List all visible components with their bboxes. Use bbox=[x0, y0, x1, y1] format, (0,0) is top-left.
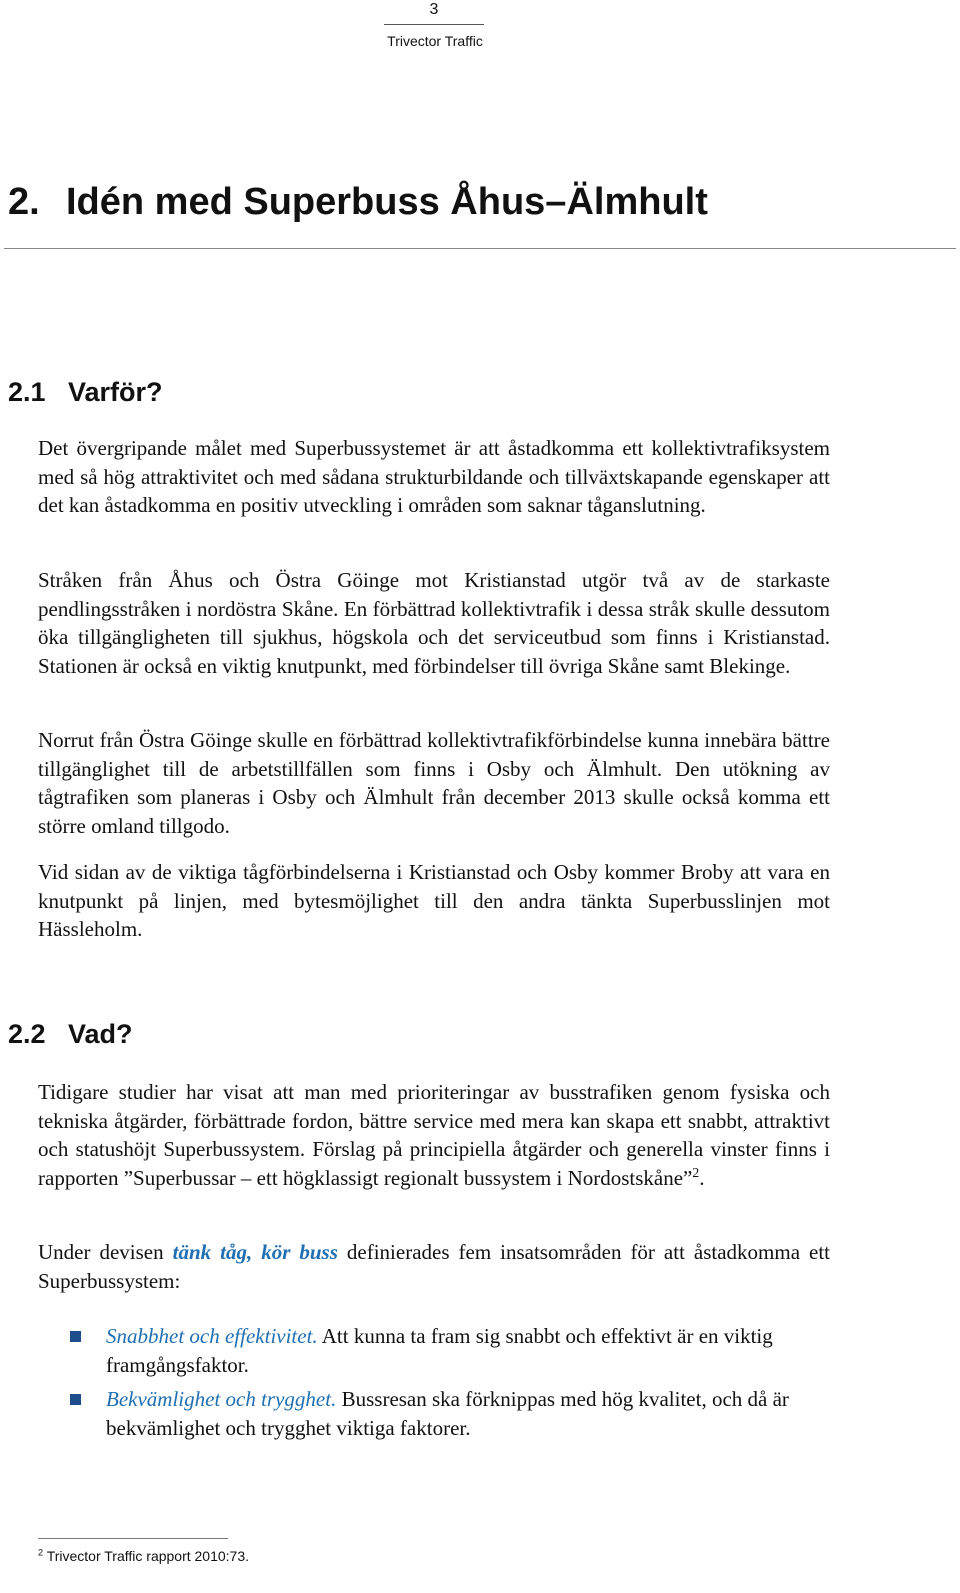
list-item bbox=[38, 1322, 836, 1379]
section-number: 2.1 bbox=[8, 377, 46, 407]
chapter-number: 2. bbox=[8, 181, 40, 223]
chapter-title: Idén med Superbuss Åhus–Älmhult bbox=[66, 181, 708, 223]
paragraph bbox=[38, 1078, 830, 1192]
section-heading-varfor bbox=[8, 376, 163, 408]
focus-areas-list bbox=[38, 1322, 838, 1448]
section-title: Vad? bbox=[68, 1019, 133, 1049]
paragraph-text: Under devisen bbox=[38, 1240, 164, 1264]
footnote bbox=[38, 1546, 249, 1566]
paragraph: Stråken från Åhus och Östra Göinge mot Kristianstad utgör två av de starkaste pendlingsstråken i nordöstra Skåne. En förbättrad kollektivtrafik i dessa stråk skulle dessutom öka tillgängligheten till sjukhus, högskola och det serviceutbud som finns i Kristianstad. Stationen är också en viktig knutpunkt, med förbindelser till övriga Skåne samt Blekinge. bbox=[38, 568, 830, 678]
footnote-number: 2 bbox=[38, 1547, 44, 1558]
paragraph: Vid sidan av de viktiga tågförbindelserna i Kristianstad och Osby kommer Broby att vara en knutpunkt på linjen, med bytesmöjlighet till den andra tänkta Superbusslinjen mot Hässleholm. bbox=[38, 860, 830, 941]
header-title: Trivector Traffic bbox=[387, 33, 483, 49]
section-heading-vad bbox=[8, 1018, 133, 1050]
chapter-heading bbox=[8, 180, 708, 224]
bullet-text: Att kunna ta fram sig snabbt och effektivt är en viktig framgångsfaktor. bbox=[106, 1324, 773, 1377]
section-number: 2.2 bbox=[8, 1019, 46, 1049]
section-title: Varför? bbox=[68, 377, 163, 407]
motto-emphasis: tänk tåg, kör buss bbox=[172, 1240, 338, 1264]
page-header bbox=[0, 0, 960, 60]
page-number: 3 bbox=[429, 1, 439, 18]
paragraph-text: Tidigare studier har visat att man med prioriteringar av busstrafiken genom fysiska och tekniska åtgärder, förbättrade fordon, bättre service med mera kan skapa ett snabbt, attraktivt och statushöjt Superbussystem. Förslag på principiella åtgärder och generella vinster finns i rapporten ”Superbussar – ett högklassigt regionalt bussystem i Nordostskåne” bbox=[38, 1080, 830, 1190]
chapter-divider bbox=[4, 248, 956, 249]
paragraph: Norrut från Östra Göinge skulle en förbättrad kollektivtrafikförbindelse kunna innebära bättre tillgänglighet till de arbetstillfällen som finns i Osby och Älmhult. Den utökning av tågtrafiken som planeras i Osby och Älmhult från december 2013 skulle också komma ett större omland tillgodo. bbox=[38, 728, 830, 838]
paragraph bbox=[38, 1238, 830, 1295]
bullet-text: Bussresan ska förknippas med hög kvalitet, och då är bekvämlighet och trygghet viktiga faktorer. bbox=[106, 1387, 789, 1440]
bullet-term: Snabbhet och effektivitet. bbox=[106, 1324, 318, 1348]
list-item bbox=[38, 1385, 836, 1442]
paragraph-text: definierades fem insatsområden för att åstadkomma ett Superbussystem: bbox=[38, 1240, 831, 1293]
bullet-term: Bekvämlighet och trygghet. bbox=[106, 1387, 337, 1411]
footnote-reference: 2 bbox=[692, 1164, 700, 1180]
paragraph-end: . bbox=[699, 1165, 705, 1190]
footnote-text: Trivector Traffic rapport 2010:73. bbox=[46, 1548, 250, 1564]
footnote-divider bbox=[38, 1538, 228, 1539]
paragraph: Det övergripande målet med Superbussystemet är att åstadkomma ett kollektivtrafiksystem med så hög attraktivitet och med sådana strukturbildande och tillväxtskapande egenskaper att det kan åstadkomma en positiv utveckling i områden som saknar tåganslutning. bbox=[38, 436, 830, 517]
header-divider bbox=[384, 24, 484, 25]
square-bullet-icon bbox=[70, 1394, 81, 1405]
square-bullet-icon bbox=[70, 1331, 81, 1342]
